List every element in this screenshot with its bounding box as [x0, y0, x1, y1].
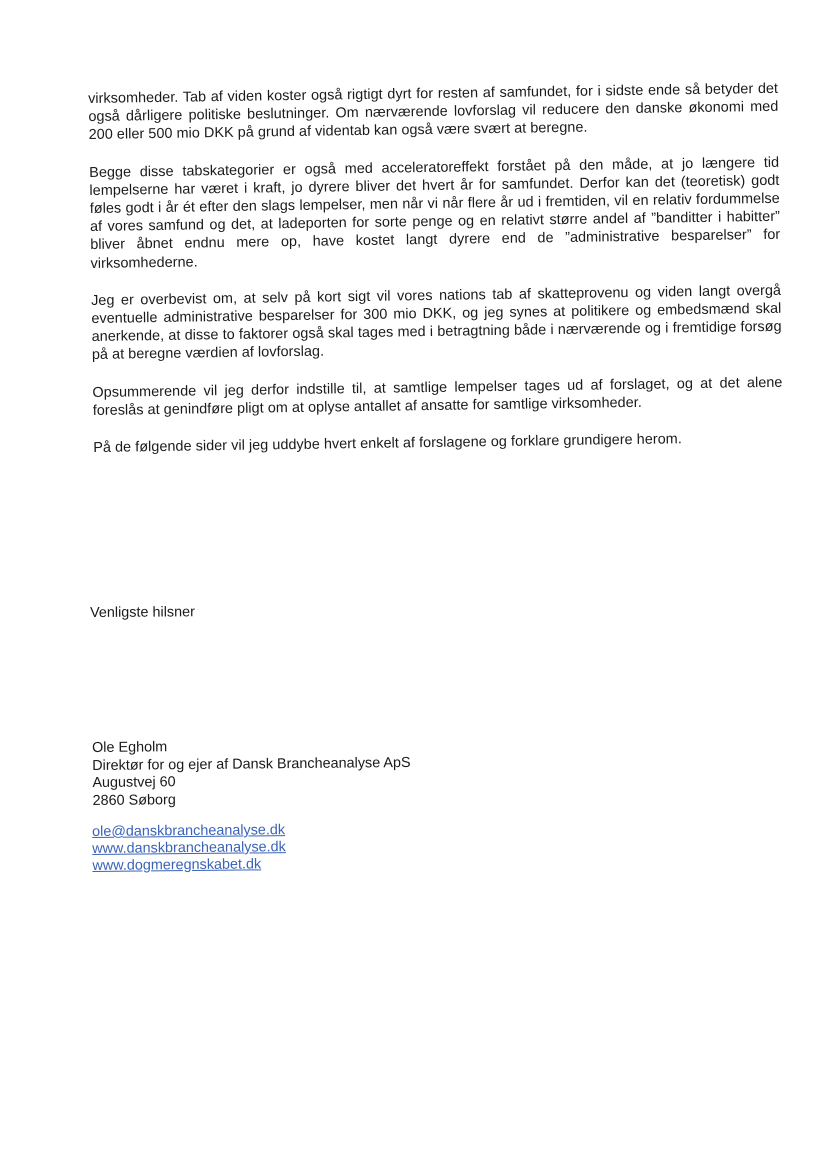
- paragraph-summary: Opsummerende vil jeg derfor indstille til, at samtlige lempelser tages ud af forslaget, og at det alene foreslås at genindføre pligt om at oplyse antallet af ansatte for samtlige virksomheder.: [92, 374, 783, 419]
- address-street: Augustvej 60: [92, 774, 176, 791]
- paragraph-accelerator-effect: Begge disse tabskategorier er også med acceleratoreffekt forstået på den måde, at jo længere tid lempelserne har været i kraft, jo dyrere bliver det hvert år for samfundet. Derfor kan det (teoretisk) godt føles godt i år ét efter den slags lempelser, men når vi når flere år ud i fremtiden, vil en relativ fordummelse af vores samfund og det, at ladeporten for sorte penge og en relativt større andel af ”banditter i habitter” bliver åbnet endnu mere op, have kostet langt dyrere end de ”administrative besparelser” for virksomhederne.: [89, 154, 781, 272]
- address-city: 2860 Søborg: [92, 791, 176, 809]
- signer-name: Ole Egholm: [92, 739, 168, 756]
- signature-block: [92, 737, 411, 810]
- email-link[interactable]: ole@danskbrancheanalyse.dk: [92, 822, 286, 840]
- paragraph-following-pages: På de følgende sider vil jeg uddybe hvert enkelt af forslagene og forklare grundigere herom.: [93, 431, 682, 457]
- letter-body: [88, 80, 784, 476]
- website-link-dogmeregnskabet[interactable]: www.dogmeregnskabet.dk: [92, 856, 262, 874]
- closing-greeting: Venligste hilsner: [90, 604, 195, 621]
- contact-links: [92, 822, 286, 875]
- paragraph-conviction: Jeg er overbevist om, at selv på kort sigt vil vores nations tab af skatteprovenu og viden langt overgå eventuelle administrative besparelser for 300 mio DKK, og jeg synes at politikere og embedsmænd skal anerkende, at disse to faktorer også skal tages med i betragtning både i nærværende og i fremtidige forsøg på at beregne værdien af lovforslag.: [91, 282, 782, 364]
- paragraph-knowledge-loss: virksomheder. Tab af viden koster også rigtigt dyrt for resten af samfundet, for i sidste ende så betyder det også dårligere politiske beslutninger. Om nærværende lovforslag vil reducere den danske økonomi med 200 eller 500 mio DKK på grund af videntab kan også være svært at beregne.: [88, 80, 779, 144]
- signer-title: Direktør for og ejer af Dansk Brancheanalyse ApS: [92, 754, 411, 774]
- website-link-danskbrancheanalyse[interactable]: www.danskbrancheanalyse.dk: [92, 839, 286, 857]
